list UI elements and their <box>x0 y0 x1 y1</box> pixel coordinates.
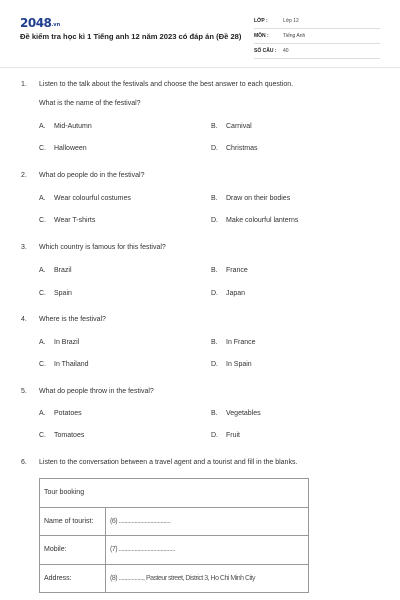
exam-meta <box>254 14 380 59</box>
option-text: In Brazil <box>54 339 80 346</box>
option-1b[interactable] <box>211 123 252 130</box>
question-number: 2. <box>21 172 27 179</box>
option-text: Tomatoes <box>54 432 85 439</box>
site-logo[interactable] <box>20 16 60 30</box>
question-number: 3. <box>21 244 27 251</box>
table-cell-label: Address: <box>40 564 106 593</box>
question-text: Which country is famous for this festival? <box>39 244 166 251</box>
option-letter: B. <box>211 195 218 202</box>
meta-row-class <box>254 14 380 29</box>
option-5a[interactable] <box>39 410 82 417</box>
question-number: 5. <box>21 388 27 395</box>
table-row <box>40 564 309 593</box>
meta-value: 40 <box>283 48 289 54</box>
option-2a[interactable] <box>39 195 131 202</box>
option-1c[interactable] <box>39 145 87 152</box>
option-text: Draw on their bodies <box>226 195 291 202</box>
tour-booking-table <box>39 478 309 593</box>
meta-row-count <box>254 44 380 59</box>
option-text: In Spain <box>226 361 252 368</box>
option-5c[interactable] <box>39 432 84 439</box>
option-4c[interactable] <box>39 361 89 368</box>
option-text: Carnival <box>226 123 252 130</box>
option-letter: B. <box>211 339 218 346</box>
blank-text: (6) .................................... <box>110 517 171 525</box>
meta-label: SỐ CÂU : <box>254 48 277 54</box>
option-letter: C. <box>39 290 46 297</box>
option-2b[interactable] <box>211 195 290 202</box>
option-letter: D. <box>211 145 218 152</box>
page-header <box>0 0 400 68</box>
option-text: Fruit <box>226 432 240 439</box>
question-subtext: What is the name of the festival? <box>39 100 141 107</box>
option-1a[interactable] <box>39 123 92 130</box>
option-text: Japan <box>226 290 246 297</box>
table-cell-label: Mobile: <box>40 536 106 565</box>
meta-value: Tiếng Anh <box>283 33 306 39</box>
option-2d[interactable] <box>211 217 298 224</box>
option-text: In Thailand <box>54 361 89 368</box>
table-title: Tour booking <box>40 479 309 508</box>
option-text: Mid-Autumn <box>54 123 92 130</box>
option-letter: A. <box>39 339 46 346</box>
option-letter: A. <box>39 123 46 130</box>
meta-value: Lớp 12 <box>283 18 299 24</box>
option-text: In France <box>226 339 256 346</box>
question-text: Where is the festival? <box>39 316 106 323</box>
option-2c[interactable] <box>39 217 95 224</box>
option-letter: A. <box>39 267 46 274</box>
option-text: Christmas <box>226 145 258 152</box>
question-number: 6. <box>21 459 27 466</box>
question-number: 4. <box>21 316 27 323</box>
option-letter: D. <box>211 432 218 439</box>
table-cell-label: Name of tourist: <box>40 507 106 536</box>
blank-6[interactable] <box>106 507 309 536</box>
meta-label: LỚP : <box>254 18 268 24</box>
meta-label: MÔN : <box>254 33 269 39</box>
option-letter: A. <box>39 195 46 202</box>
logo-tld: .vn <box>51 22 61 28</box>
question-number: 1. <box>21 81 27 88</box>
option-letter: A. <box>39 410 46 417</box>
option-3a[interactable] <box>39 267 72 274</box>
option-1d[interactable] <box>211 145 258 152</box>
table-row <box>40 507 309 536</box>
blank-8[interactable] <box>106 564 309 593</box>
option-text: Halloween <box>54 145 87 152</box>
option-4a[interactable] <box>39 339 79 346</box>
table-row <box>40 536 309 565</box>
option-letter: C. <box>39 432 46 439</box>
option-text: Spain <box>54 290 72 297</box>
question-text: Listen to the conversation between a travel agent and a tourist and fill in the blanks. <box>39 459 298 466</box>
option-letter: B. <box>211 410 218 417</box>
option-5d[interactable] <box>211 432 240 439</box>
option-letter: D. <box>211 361 218 368</box>
option-letter: C. <box>39 217 46 224</box>
logo-text: 2048 <box>20 16 52 30</box>
option-letter: B. <box>211 267 218 274</box>
option-3c[interactable] <box>39 290 72 297</box>
option-text: Brazil <box>54 267 72 274</box>
table-row <box>40 479 309 508</box>
option-letter: B. <box>211 123 218 130</box>
option-text: Make colourful lanterns <box>226 217 299 224</box>
option-3b[interactable] <box>211 267 248 274</box>
blank-7[interactable] <box>106 536 309 565</box>
option-text: Vegetables <box>226 410 261 417</box>
page-title: Đề kiểm tra học kì 1 Tiếng anh 12 năm 2023 có đáp án (Đề 28) <box>20 32 242 41</box>
question-text: What do people do in the festival? <box>39 172 145 179</box>
option-letter: C. <box>39 145 46 152</box>
option-text: France <box>226 267 248 274</box>
option-letter: C. <box>39 361 46 368</box>
option-3d[interactable] <box>211 290 245 297</box>
option-4d[interactable] <box>211 361 252 368</box>
blank-text: (7) ....................................... <box>110 546 175 554</box>
option-text: Wear T-shirts <box>54 217 96 224</box>
option-5b[interactable] <box>211 410 261 417</box>
question-text: Listen to the talk about the festivals and choose the best answer to each question. <box>39 81 294 88</box>
option-letter: D. <box>211 217 218 224</box>
option-4b[interactable] <box>211 339 256 346</box>
option-text: Potatoes <box>54 410 82 417</box>
blank-text: (8) ................., Pasteur street, District 3, Ho Chi Minh City <box>110 574 256 582</box>
option-letter: D. <box>211 290 218 297</box>
option-text: Wear colourful costumes <box>54 195 131 202</box>
meta-row-subject <box>254 29 380 44</box>
question-text: What do people throw in the festival? <box>39 388 154 395</box>
